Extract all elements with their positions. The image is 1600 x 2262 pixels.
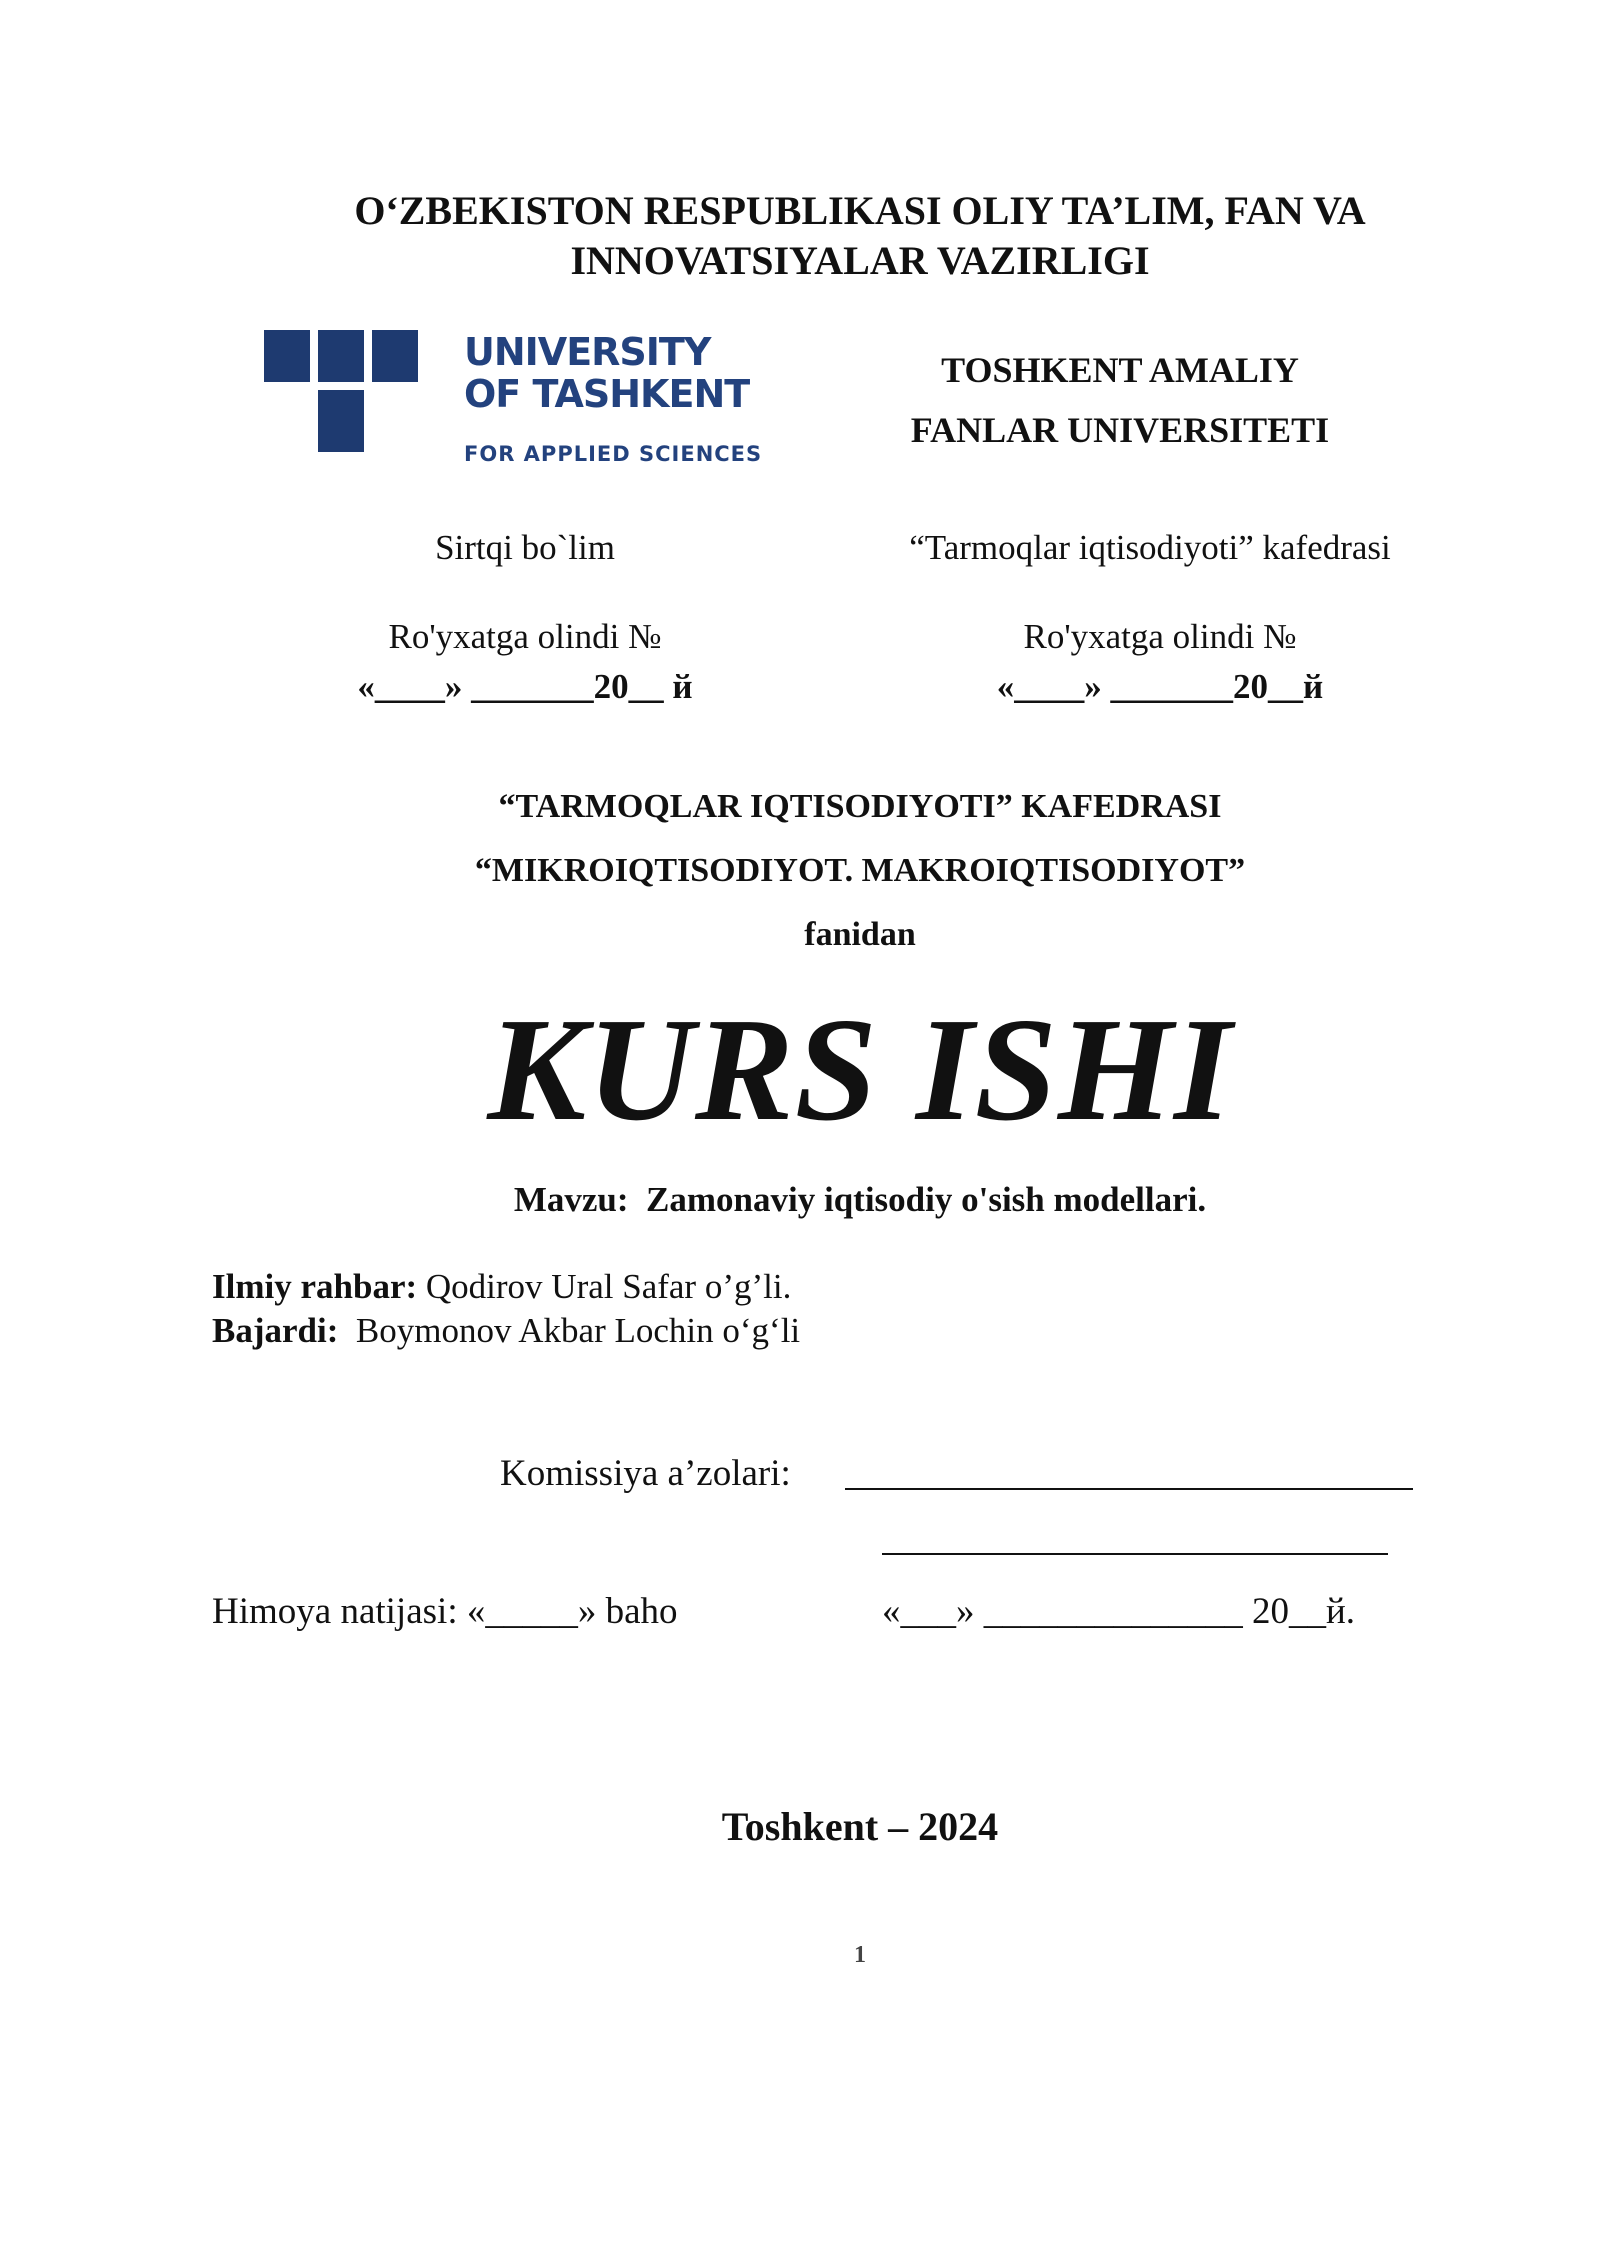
topic-text: Zamonaviy iqtisodiy o'sish modellari. [646, 1180, 1207, 1219]
university-name-line-2: FANLAR UNIVERSITETI [910, 410, 1330, 450]
topic-label: Mavzu: [513, 1180, 629, 1219]
university-logo [264, 330, 763, 478]
ministry-heading [200, 186, 1520, 286]
university-name-line-1: TOSHKENT AMALIY [941, 350, 1299, 390]
defense-date: «___» ______________ 20__й. [882, 1591, 1356, 1632]
logo-text-line-2: OF TASHKENT [464, 372, 750, 416]
logo-square-4 [318, 390, 364, 452]
registration-left-date: «____» _______20__ й [357, 667, 693, 706]
author-label: Bajardi: [212, 1311, 339, 1350]
ministry-line-1: O‘ZBEKISTON RESPUBLIKASI OLIY TA’LIM, FAN VA [354, 188, 1366, 233]
document-title: KURS ISHI [487, 988, 1233, 1152]
supervisor-line [212, 1265, 800, 1309]
course-subject: “MIKROIQTISODIYOT. MAKROIQTISODIYOT” [474, 852, 1246, 889]
course-department: “TARMOQLAR IQTISODIYOTI” KAFEDRASI [498, 788, 1222, 825]
registration-right-label: Ro'yxatga olindi № [1023, 617, 1297, 656]
commission-signature-line-1 [845, 1488, 1413, 1490]
university-name [840, 340, 1400, 460]
logo-square-3 [372, 330, 418, 382]
logo-text-line-3: FOR APPLIED SCIENCES [464, 442, 763, 466]
registration-right-date: «____» _______20__й [996, 667, 1324, 706]
logo-square-2 [318, 330, 364, 382]
author-name: Boymonov Akbar Lochin o‘g‘li [355, 1311, 801, 1350]
supervisor-name: Qodirov Ural Safar o’g’li. [425, 1267, 792, 1306]
department-label: “Tarmoqlar iqtisodiyoti” kafedrasi [909, 528, 1391, 567]
commission-label: Komissiya a’zolari: [500, 1453, 791, 1494]
supervisor-label: Ilmiy rahbar: [212, 1267, 418, 1306]
city-year: Toshkent – 2024 [721, 1804, 999, 1849]
topic-line [200, 1180, 1520, 1220]
commission-signature-line-2 [882, 1553, 1388, 1555]
registration-left-label: Ro'yxatga olindi № [388, 617, 662, 656]
ministry-line-2: INNOVATSIYALAR VAZIRLIGI [570, 238, 1150, 283]
logo-text-line-1: UNIVERSITY [464, 330, 711, 374]
course-info [260, 775, 1460, 967]
page-number: 1 [854, 1942, 866, 1968]
faculty-label: Sirtqi bo`lim [435, 528, 615, 567]
people-block [212, 1265, 800, 1353]
author-line [212, 1309, 800, 1353]
defense-result: Himoya natijasi: «_____» baho [212, 1591, 678, 1632]
registration-right [940, 612, 1380, 712]
registration-left [300, 612, 750, 712]
logo-square-1 [264, 330, 310, 382]
course-fanidan: fanidan [804, 916, 916, 953]
